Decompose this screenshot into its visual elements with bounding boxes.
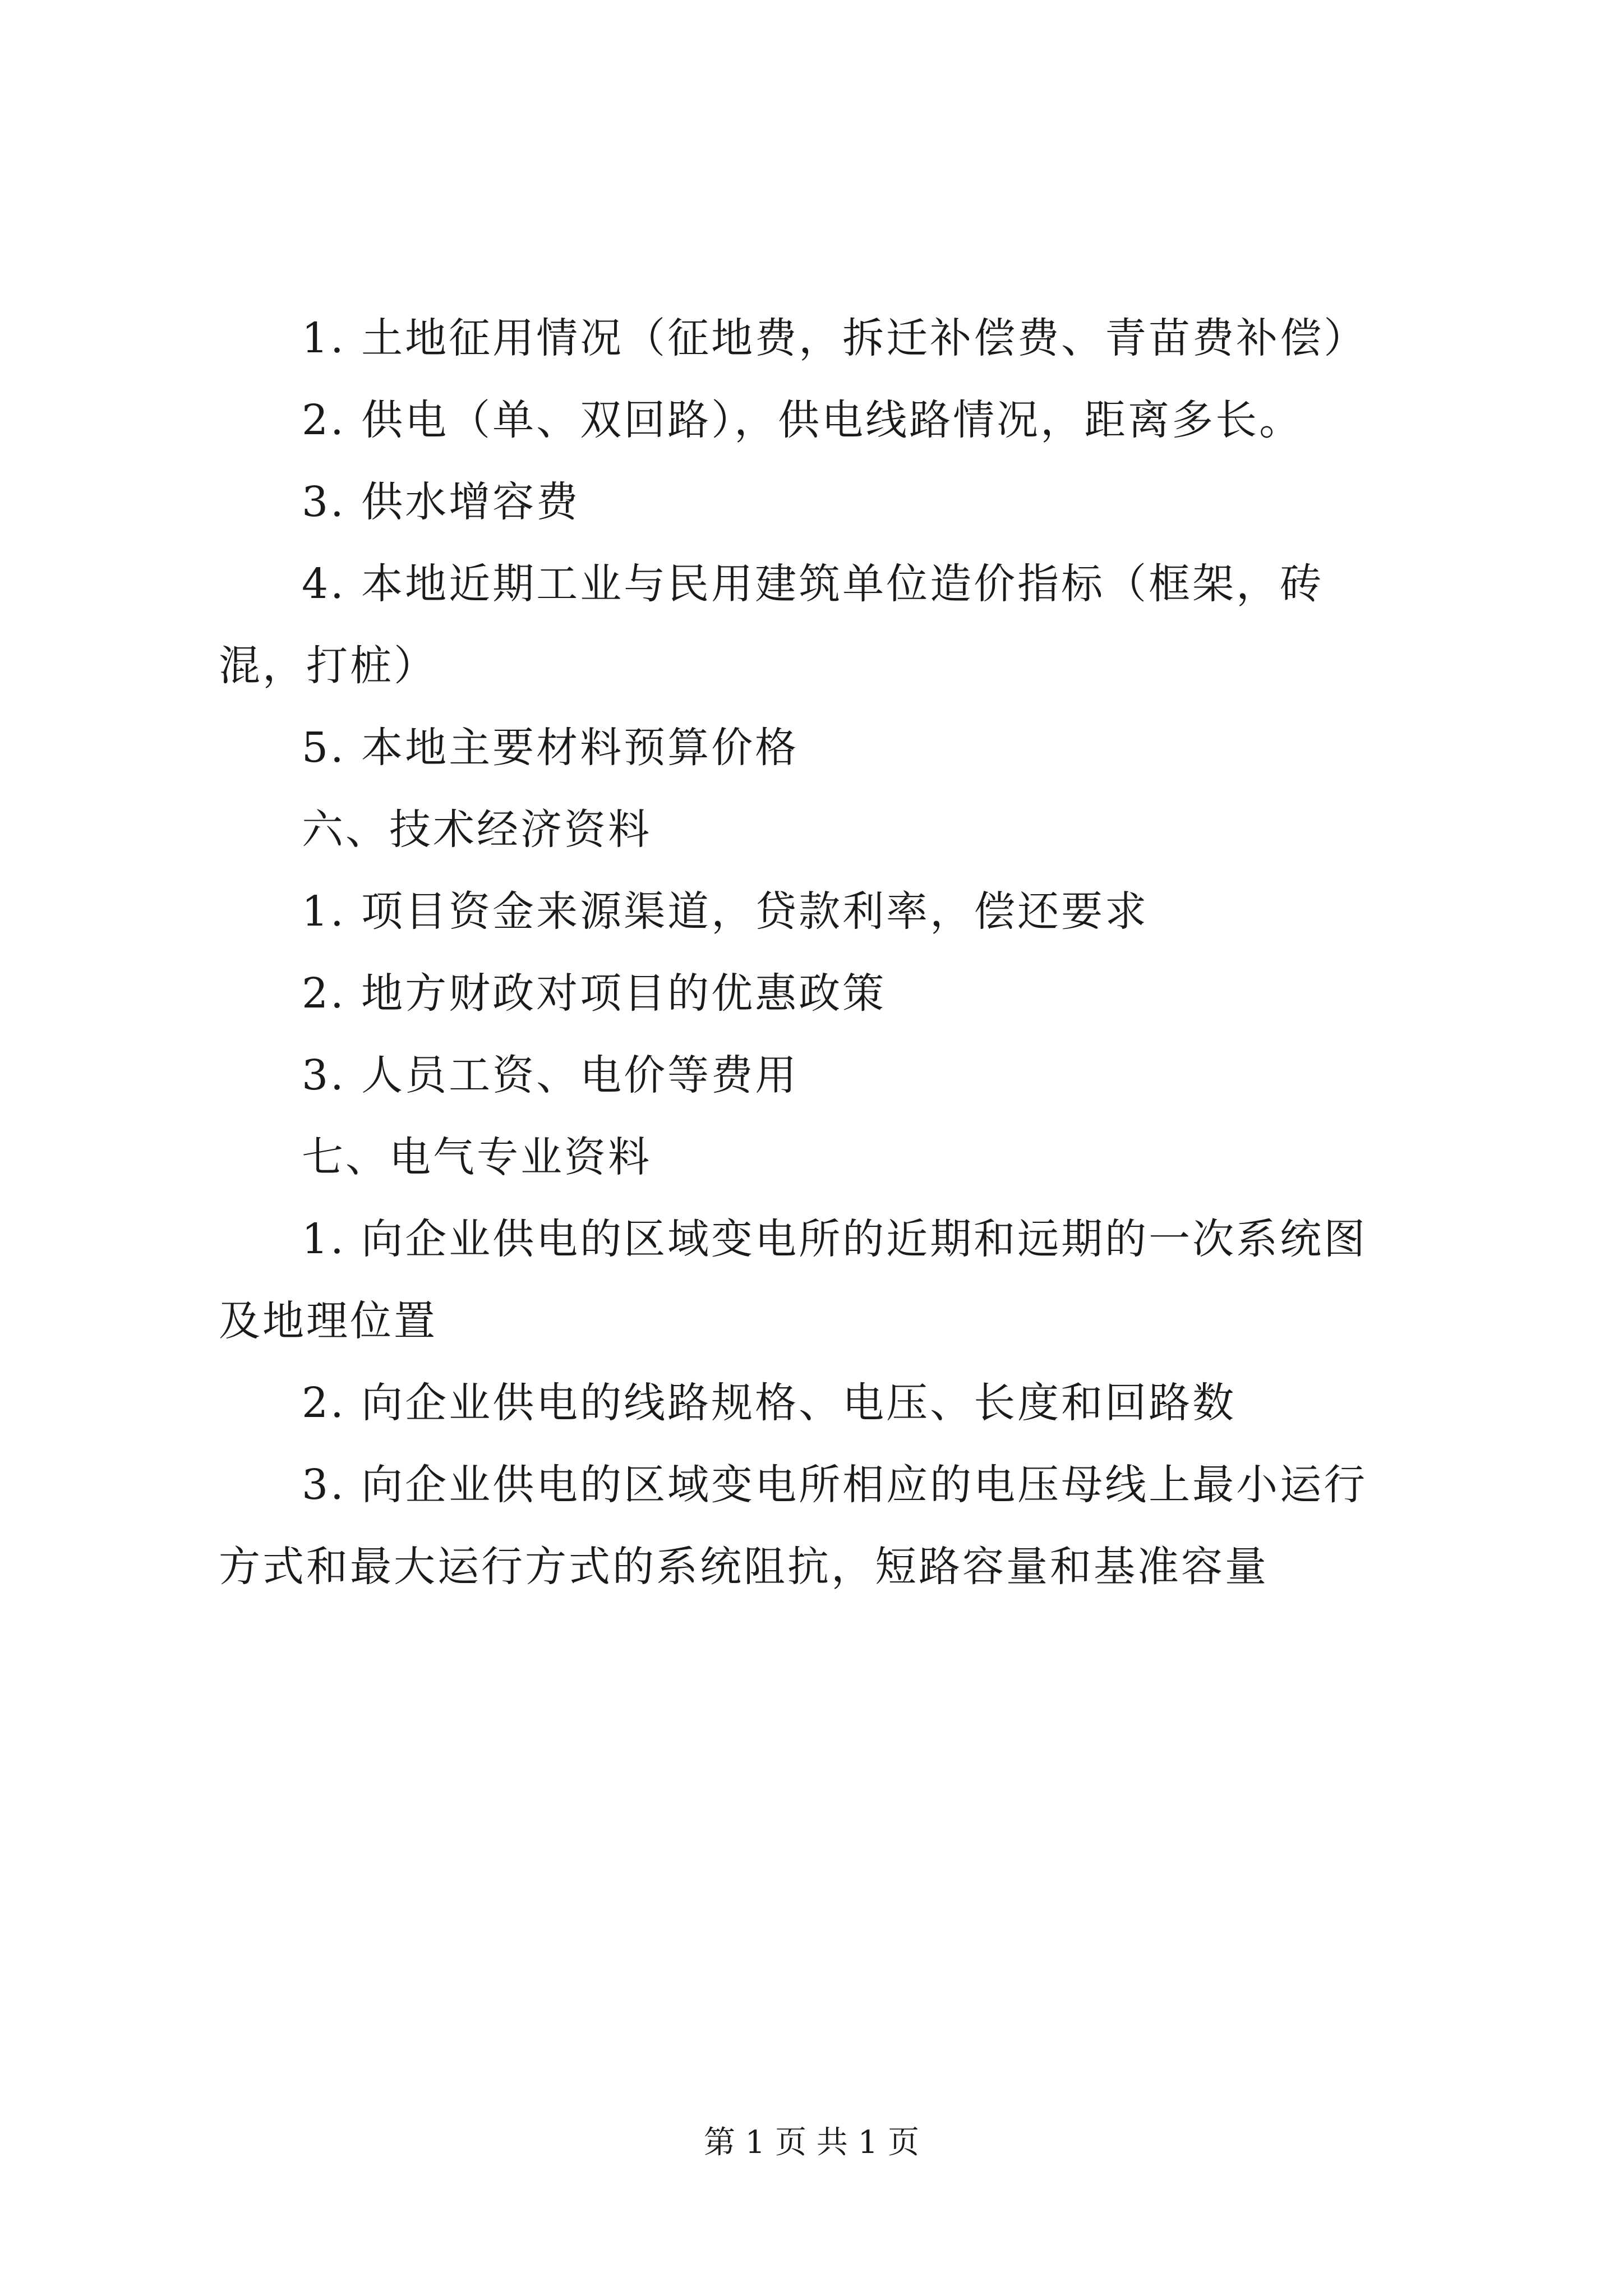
- paragraph: 2. 地方财政对项目的优惠政策: [302, 969, 887, 1018]
- paragraph: 3. 人员工资、电价等费用: [302, 1051, 799, 1099]
- section-heading: 六、技术经济资料: [302, 806, 652, 854]
- paragraph: 1. 向企业供电的区域变电所的近期和远期的一次系统图及地理位置: [219, 1215, 1368, 1345]
- paragraph: 2. 向企业供电的线路规格、电压、长度和回路数: [302, 1379, 1237, 1427]
- paragraph: 3. 向企业供电的区域变电所相应的电压母线上最小运行方式和最大运行方式的系统阻抗，短路容量和基准容量: [219, 1461, 1368, 1591]
- document-body: [219, 297, 1408, 1608]
- section-heading: 七、电气专业资料: [302, 1133, 652, 1181]
- paragraph: 1. 项目资金来源渠道，贷款利率，偿还要求: [302, 887, 1149, 936]
- page-footer: 第 1 页 共 1 页: [703, 2124, 920, 2161]
- paragraph: 5. 本地主要材料预算价格: [302, 724, 799, 772]
- paragraph: 3. 供水增容费: [302, 478, 580, 526]
- paragraph: 4. 本地近期工业与民用建筑单位造价指标（框架，砖混，打桩）: [219, 560, 1324, 690]
- paragraph: 2. 供电（单、双回路），供电线路情况，距离多长。: [302, 396, 1303, 444]
- paragraph: 1. 土地征用情况（征地费，拆迁补偿费、青苗费补偿）: [302, 314, 1368, 362]
